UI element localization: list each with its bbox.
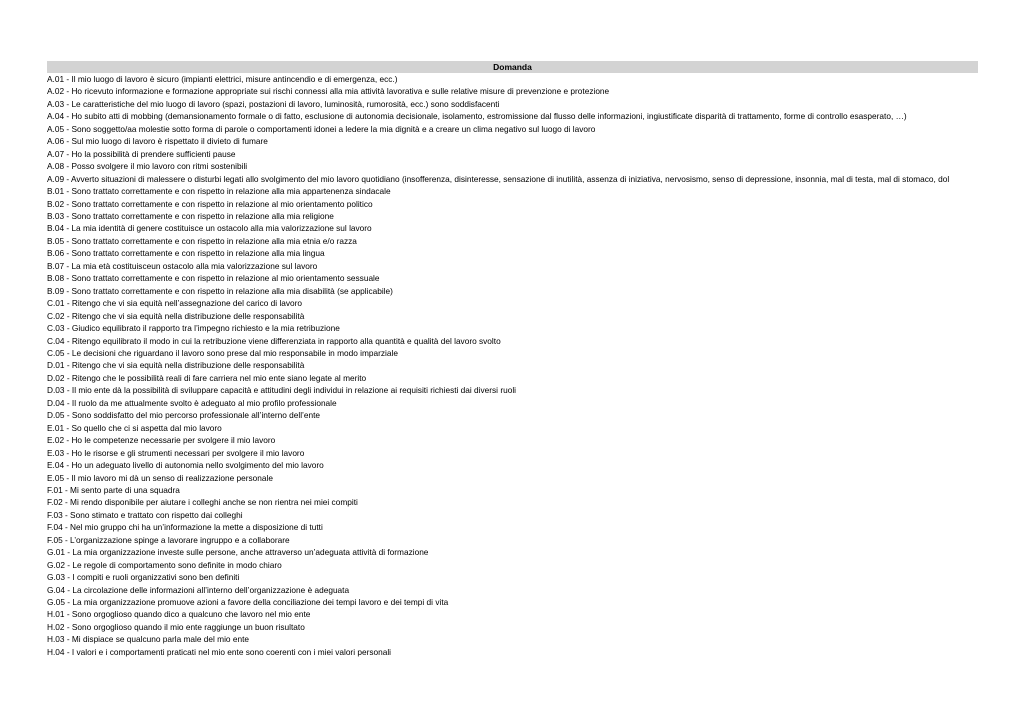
question-row: D.05 - Sono soddisfatto del mio percorso professionale all’interno dell’ente: [47, 410, 321, 421]
question-row: H.03 - Mi dispiace se qualcuno parla male del mio ente: [47, 634, 249, 645]
question-row: G.03 - I compiti e ruoli organizzativi sono ben definiti: [47, 572, 240, 583]
question-row: C.04 - Ritengo equilibrato il modo in cui la retribuzione viene differenziata in rapporto alla quantità e qualità del lavoro svolto: [47, 335, 501, 346]
column-header-domanda: Domanda: [47, 61, 978, 73]
question-row: A.01 - Il mio luogo di lavoro è sicuro (impianti elettrici, misure antincendio e di emergenza, ecc.): [47, 74, 398, 84]
question-row: F.04 - Nel mio gruppo chi ha un’informazione la mette a disposizione di tutti: [47, 522, 323, 533]
question-row: H.04 - I valori e i comportamenti praticati nel mio ente sono coerenti con i miei valori personali: [47, 646, 392, 657]
question-row: A.09 - Avverto situazioni di malessere o disturbi legati allo svolgimento del mio lavoro quotidiano (insofferenza, disinteresse, sensazione di inutilità, assenza di iniziativa, nervosismo, senso di depressione, insonnia, mal di testa, mal di stomaco, dol: [47, 173, 950, 184]
questionnaire-table: [47, 61, 978, 658]
question-row: B.04 - La mia identità di genere costituisce un ostacolo alla mia valorizzazione sul lavoro: [47, 223, 372, 234]
question-row: D.03 - Il mio ente dà la possibilità di sviluppare capacità e attitudini degli individui in relazione ai requisiti richiesti dai diversi ruoli: [47, 385, 517, 396]
question-row: E.04 - Ho un adeguato livello di autonomia nello svolgimento del mio lavoro: [47, 460, 324, 471]
question-row: D.01 - Ritengo che vi sia equità nella distribuzione delle responsabilità: [47, 360, 305, 371]
question-list: [47, 73, 978, 658]
question-row: F.05 - L’organizzazione spinge a lavorare ingruppo e a collaborare: [47, 534, 290, 545]
question-row: G.04 - La circolazione delle informazioni all’interno dell’organizzazione è adeguata: [47, 584, 350, 595]
question-row: A.05 - Sono soggetto/aa molestie sotto forma di parole o comportamenti idonei a ledere la mia dignità e a creare un clima negativo sul luogo di lavoro: [47, 123, 596, 134]
question-row: G.01 - La mia organizzazione investe sulle persone, anche attraverso un’adeguata attività di formazione: [47, 547, 429, 558]
question-row: B.07 - La mia età costituisceun ostacolo alla mia valorizzazione sul lavoro: [47, 260, 318, 271]
question-row: B.08 - Sono trattato correttamente e con rispetto in relazione al mio orientamento sessuale: [47, 273, 380, 284]
question-row: C.02 - Ritengo che vi sia equità nella distribuzione delle responsabilità: [47, 310, 305, 321]
question-row: A.03 - Le caratteristiche del mio luogo di lavoro (spazi, postazioni di lavoro, luminosità, rumorosità, ecc.) sono soddisfacenti: [47, 98, 500, 109]
question-row: E.03 - Ho le risorse e gli strumenti necessari per svolgere il mio lavoro: [47, 447, 305, 458]
question-row: C.01 - Ritengo che vi sia equità nell’assegnazione del carico di lavoro: [47, 298, 303, 309]
question-row: C.03 - Giudico equilibrato il rapporto tra l’impegno richiesto e la mia retribuzione: [47, 323, 340, 334]
question-row: D.04 - Il ruolo da me attualmente svolto è adeguato al mio profilo professionale: [47, 397, 337, 408]
question-row: E.01 - So quello che ci si aspetta dal mio lavoro: [47, 422, 222, 433]
question-row: A.04 - Ho subito atti di mobbing (demansionamento formale o di fatto, esclusione di autonomia decisionale, isolamento, estromissione dal flusso delle informazioni, ingiustificate disparità di trattamento, forme di controllo esasperato, …): [47, 111, 907, 122]
question-row: E.05 - Il mio lavoro mi dà un senso di realizzazione personale: [47, 472, 273, 483]
question-row: B.05 - Sono trattato correttamente e con rispetto in relazione alla mia etnia e/o razza: [47, 235, 357, 246]
question-row: A.07 - Ho la possibilità di prendere sufficienti pause: [47, 148, 236, 159]
question-row: B.09 - Sono trattato correttamente e con rispetto in relazione alla mia disabilità (se applicabile): [47, 285, 393, 296]
question-row: F.01 - Mi sento parte di una squadra: [47, 484, 180, 495]
question-row: D.02 - Ritengo che le possibilità reali di fare carriera nel mio ente siano legate al merito: [47, 372, 367, 383]
question-row: A.06 - Sul mio luogo di lavoro è rispettato il divieto di fumare: [47, 136, 268, 147]
question-row: B.03 - Sono trattato correttamente e con rispetto in relazione alla mia religione: [47, 210, 334, 221]
question-row: B.06 - Sono trattato correttamente e con rispetto in relazione alla mia lingua: [47, 248, 325, 259]
question-row: B.01 - Sono trattato correttamente e con rispetto in relazione alla mia appartenenza sindacale: [47, 186, 391, 197]
question-row: H.02 - Sono orgoglioso quando il mio ente raggiunge un buon risultato: [47, 621, 305, 632]
question-row: F.02 - Mi rendo disponibile per aiutare i colleghi anche se non rientra nei miei compiti: [47, 497, 358, 508]
question-row: B.02 - Sono trattato correttamente e con rispetto in relazione al mio orientamento politico: [47, 198, 373, 209]
question-row: F.03 - Sono stimato e trattato con rispetto dai colleghi: [47, 509, 243, 520]
question-row: C.05 - Le decisioni che riguardano il lavoro sono prese dal mio responsabile in modo imparziale: [47, 347, 398, 358]
question-row: G.05 - La mia organizzazione promuove azioni a favore della conciliazione dei tempi lavoro e dei tempi di vita: [47, 597, 449, 608]
question-row: A.02 - Ho ricevuto informazione e formazione appropriate sui rischi connessi alla mia attività lavorativa e sulle relative misure di prevenzione e protezione: [47, 86, 610, 97]
question-row: G.02 - Le regole di comportamento sono definite in modo chiaro: [47, 559, 282, 570]
question-row: A.08 - Posso svolgere il mio lavoro con ritmi sostenibili: [47, 161, 248, 172]
question-row: E.02 - Ho le competenze necessarie per svolgere il mio lavoro: [47, 435, 276, 446]
question-row: H.01 - Sono orgoglioso quando dico a qualcuno che lavoro nel mio ente: [47, 609, 311, 620]
